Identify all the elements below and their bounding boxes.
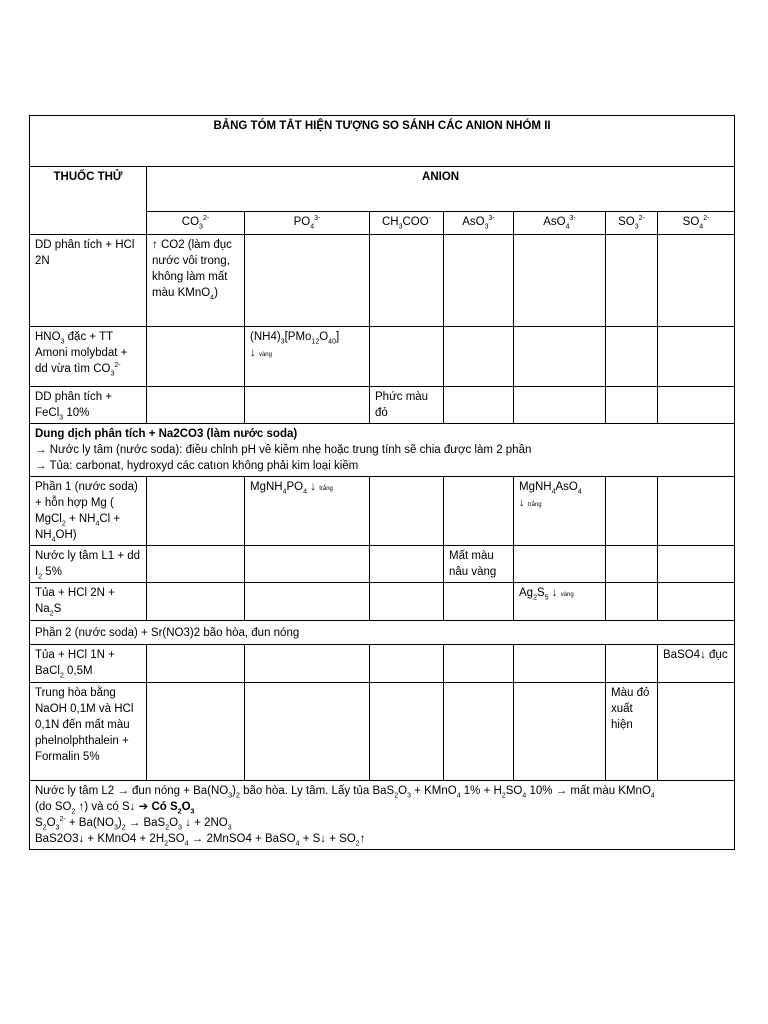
ion-header-so3: $SO_3^{2-}$ [606,212,658,235]
empty-cell [514,683,606,781]
anion-comparison-table [29,115,735,850]
empty-cell [444,327,514,387]
empty-cell [245,583,370,621]
ion-header-aso4: AsO$_4^{3-}$ [514,212,606,235]
empty-cell [444,645,514,683]
ion-header-ch3coo: $CH_3COO^-$ [370,212,444,235]
empty-cell [147,645,245,683]
empty-cell [444,477,514,546]
table-row [30,645,735,683]
empty-cell [658,477,735,546]
empty-cell [370,645,444,683]
result-co3: ↑ CO2 (làm đục nước vôi trong, không làm mất màu KMnO$_4$) [147,235,245,327]
table-row-spanning [30,424,735,477]
reagent-cell: Phần 1 (nước soda) + hỗn hợp Mg ( MgCl$_2$ + $NH_4Cl + NH_4OH$) [30,477,147,546]
result-aso3: Mất màu nâu vàng [444,546,514,583]
empty-cell [245,683,370,781]
empty-cell [514,327,606,387]
empty-cell [444,683,514,781]
table-row [30,683,735,781]
table-row-spanning [30,621,735,645]
result-so3: Màu đỏ xuất hiện [606,683,658,781]
ion-header-so4: $SO_4^{2-}$ [658,212,735,235]
part2-step-cell: Phần 2 (nước soda) + Sr(NO3)2 bão hòa, đun nóng [30,621,735,645]
header-row-anion [30,167,735,212]
result-po4: $MgNH_4PO_4$ ↓ trắng [245,477,370,546]
table-title: BẢNG TÓM TẮT HIỆN TƯỢNG SO SÁNH CÁC ANION NHÓM II [30,116,735,167]
empty-cell [370,477,444,546]
empty-cell [370,683,444,781]
soda-step-line2: → Nước ly tâm (nước soda): điều chỉnh pH về kiềm nhẹ hoặc trung tính sẽ chia được làm 2 phần [35,444,532,456]
empty-cell [245,546,370,583]
empty-cell [606,387,658,424]
table-row [30,235,735,327]
empty-cell [245,645,370,683]
empty-cell [514,387,606,424]
empty-cell [147,387,245,424]
empty-cell [147,583,245,621]
reagent-cell: $HNO_3$ đặc + TT Amoni molybdat + dd vừa tìm $CO_3^{2-}$ [30,327,147,387]
empty-cell [370,583,444,621]
table-row-spanning [30,781,735,850]
table-row [30,327,735,387]
ion-header-co3: $CO_3^{2-}$ [147,212,245,235]
empty-cell [514,235,606,327]
empty-cell [606,583,658,621]
empty-cell [147,683,245,781]
ion-header-aso3: AsO$_3^{3-}$ [444,212,514,235]
empty-cell [658,546,735,583]
empty-cell [147,327,245,387]
thiosulfate-line1: Nước ly tâm L2 → đun nóng + $Ba(NO_3)_2$ bão hòa. Ly tâm. Lấy tủa $BaS_2O_3$ + KMnO$_4$ $1\% + H_2SO_4$ 10% → mất màu KMnO$_4$ [35,785,655,800]
empty-cell [514,546,606,583]
reagent-cell: Trung hòa bằng NaOH 0,1M và HCl 0,1N đến mất màu phelnolphthalein + Formalin 5% [30,683,147,781]
empty-cell [606,235,658,327]
result-po4: $(NH4)_3[PMo_{12}O_{40}]$ ↓ vàng [245,327,370,387]
empty-cell [147,546,245,583]
thiosulfate-line3: $S_2O_3^{2-} + Ba(NO_3)_2 \to BaS_2O_3$ ↓ + $2NO_3$ [35,816,232,832]
empty-cell [658,683,735,781]
empty-cell [606,477,658,546]
soda-step-line3: → Tủa: carbonat, hydroxyd các catıon không phải kim loại kiềm [35,460,359,472]
empty-cell [370,235,444,327]
reagent-header: THUỐC THỬ [30,167,147,235]
reagent-cell: DD phân tích + FeCl$_3$ 10% [30,387,147,424]
reagent-cell: Nước ly tâm L1 + dd $I_2$ 5% [30,546,147,583]
empty-cell [245,235,370,327]
reagent-cell: Tủa + HCl $2N + Na_2S$ [30,583,147,621]
result-so4: BaSO4↓ đục [658,645,735,683]
thiosulfate-line4: BaS2O3↓ + KMnO4 + $2H_2SO_4$ → 2MnSO4 + BaSO$_4$ + S↓ + $SO_2↑$ [35,833,366,848]
thiosulfate-step-cell [30,781,735,850]
empty-cell [147,477,245,546]
soda-step-cell [30,424,735,477]
empty-cell [370,327,444,387]
empty-cell [444,583,514,621]
result-aso4: MgNH$_4$AsO$_4$ ↓ trắng [514,477,606,546]
empty-cell [444,235,514,327]
empty-cell [370,546,444,583]
empty-cell [658,583,735,621]
empty-cell [658,235,735,327]
soda-step-line1: Dung dịch phân tích + Na2CO3 (làm nước soda) [35,428,298,440]
empty-cell [444,387,514,424]
title-row [30,116,735,167]
table-row [30,477,735,546]
table-row [30,387,735,424]
empty-cell [245,387,370,424]
result-ch3coo: Phức màu đỏ [370,387,444,424]
thiosulfate-line2: (do $SO_2$ ↑) và có S↓ ➔ Có $S_2O_3$ [35,801,195,816]
table-row [30,546,735,583]
reagent-cell: Tủa + HCl 1N + BaCl$_2$ 0,5M [30,645,147,683]
empty-cell [658,327,735,387]
empty-cell [514,645,606,683]
empty-cell [606,327,658,387]
anion-header: ANION [147,167,735,212]
result-aso4: $Ag_2S_5$ ↓ vàng [514,583,606,621]
empty-cell [606,546,658,583]
empty-cell [658,387,735,424]
table-row [30,583,735,621]
empty-cell [606,645,658,683]
ion-header-po4: $PO_4^{3-}$ [245,212,370,235]
reagent-cell: DD phân tích + HCl 2N [30,235,147,327]
